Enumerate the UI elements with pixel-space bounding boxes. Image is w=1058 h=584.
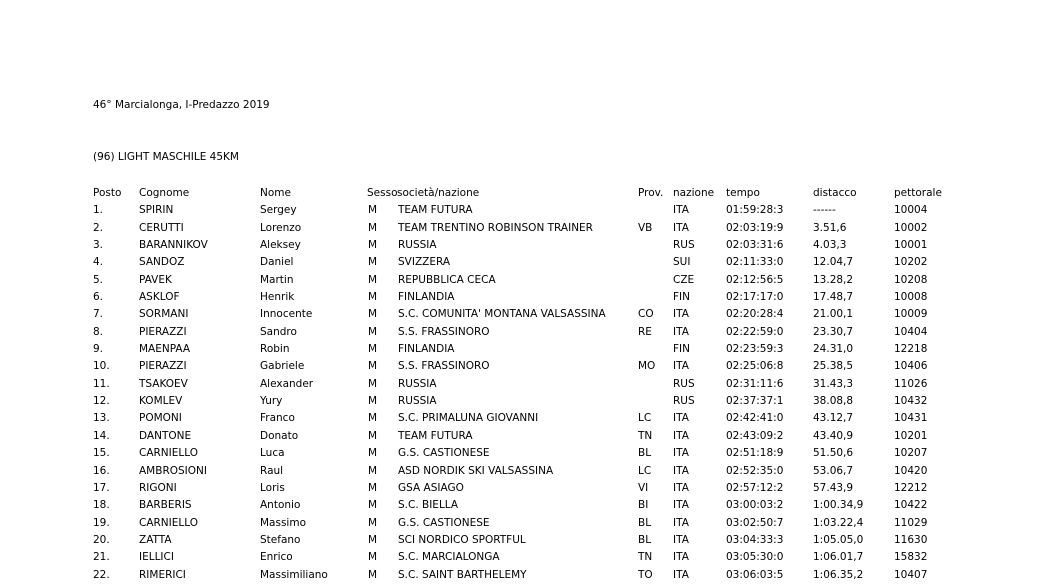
cell-societa: TEAM FUTURA [398,204,473,217]
cell-nazione: ITA [673,429,689,442]
cell-distacco: 12.04,7 [813,256,854,269]
cell-nome: Henrik [260,291,295,304]
cell-pettorale: 10202 [894,256,928,269]
cell-sesso: M [368,325,378,338]
cell-distacco: 53.06,7 [813,464,854,477]
cell-tempo: 02:52:35:0 [726,464,784,477]
cell-pettorale: 10420 [894,464,928,477]
cell-prov: VI [638,481,649,494]
cell-tempo: 02:23:59:3 [726,343,784,356]
cell-tempo: 02:43:09:2 [726,429,784,442]
cell-distacco: 13.28,2 [813,273,854,286]
table-row [93,341,993,358]
cell-sesso: M [368,499,378,512]
cell-sesso: M [368,204,378,217]
cell-distacco: 1:06.01,7 [813,551,864,564]
cell-posto: 7. [93,308,104,321]
header-societa: società/nazione [397,187,480,199]
cell-prov: BI [638,499,649,512]
table-body [93,202,993,584]
cell-distacco: 51.50,6 [813,447,854,460]
cell-societa: G.S. CASTIONESE [398,447,490,460]
cell-posto: 22. [93,568,110,581]
cell-prov: LC [638,412,652,425]
cell-societa: GSA ASIAGO [398,481,464,494]
cell-pettorale: 10407 [894,568,928,581]
cell-distacco: 17.48,7 [813,291,854,304]
cell-cognome: POMONI [139,412,182,425]
cell-pettorale: 10207 [894,447,928,460]
cell-nome: Martin [260,273,294,286]
cell-societa: RUSSIA [398,377,437,390]
cell-pettorale: 10008 [894,291,928,304]
cell-societa: SCI NORDICO SPORTFUL [398,533,526,546]
table-row [93,289,993,306]
cell-sesso: M [368,239,378,252]
cell-cognome: TSAKOEV [139,377,188,390]
cell-cognome: BARBERIS [139,499,192,512]
cell-nome: Luca [260,447,285,460]
cell-prov: TN [638,551,653,564]
cell-nome: Franco [260,412,295,425]
cell-sesso: M [368,343,378,356]
cell-distacco: 24.31,0 [813,343,854,356]
cell-nazione: CZE [673,273,695,286]
cell-cognome: PAVEK [139,273,172,286]
cell-pettorale: 10009 [894,308,928,321]
cell-nazione: RUS [673,239,695,252]
cell-pettorale: 10432 [894,395,928,408]
cell-societa: S.C. PRIMALUNA GIOVANNI [398,412,539,425]
cell-nome: Massimo [260,516,307,529]
cell-tempo: 02:11:33:0 [726,256,784,269]
header-nome: Nome [260,187,291,199]
cell-pettorale: 12218 [894,343,928,356]
cell-distacco: ------ [813,204,836,217]
table-row [93,463,993,480]
cell-societa: TEAM TRENTINO ROBINSON TRAINER [398,221,593,234]
cell-nazione: FIN [673,291,690,304]
cell-tempo: 02:31:11:6 [726,377,784,390]
cell-distacco: 1:03.22,4 [813,516,864,529]
cell-distacco: 1:06.35,2 [813,568,864,581]
cell-cognome: PIERAZZI [139,325,187,338]
cell-societa: RUSSIA [398,239,437,252]
cell-posto: 16. [93,464,110,477]
table-row [93,567,993,584]
cell-posto: 20. [93,533,110,546]
header-cognome: Cognome [139,187,190,199]
table-row [93,532,993,549]
cell-nazione: ITA [673,447,689,460]
cell-societa: S.C. MARCIALONGA [398,551,500,564]
cell-posto: 17. [93,481,110,494]
cell-distacco: 1:05.05,0 [813,533,864,546]
cell-societa: S.S. FRASSINORO [398,360,490,373]
cell-nome: Innocente [260,308,313,321]
cell-tempo: 02:25:06:8 [726,360,784,373]
cell-posto: 5. [93,273,104,286]
cell-nazione: FIN [673,343,690,356]
cell-nazione: SUI [673,256,691,269]
cell-prov: LC [638,464,652,477]
table-row [93,376,993,393]
table-row [93,254,993,271]
category-title: (96) LIGHT MASCHILE 45KM [93,151,239,163]
cell-nome: Raul [260,464,284,477]
table-row [93,445,993,462]
cell-tempo: 03:06:03:5 [726,568,784,581]
cell-prov: BL [638,516,652,529]
cell-nome: Gabriele [260,360,305,373]
cell-societa: SVIZZERA [398,256,451,269]
table-row [93,358,993,375]
cell-nazione: ITA [673,568,689,581]
cell-cognome: IELLICI [139,551,174,564]
cell-nazione: RUS [673,377,695,390]
cell-prov: TN [638,429,653,442]
cell-cognome: PIERAZZI [139,360,187,373]
cell-societa: G.S. CASTIONESE [398,516,490,529]
cell-nome: Massimiliano [260,568,328,581]
cell-sesso: M [368,568,378,581]
cell-nazione: ITA [673,204,689,217]
cell-nazione: RUS [673,395,695,408]
cell-pettorale: 10201 [894,429,928,442]
cell-pettorale: 11026 [894,377,928,390]
cell-sesso: M [368,429,378,442]
cell-tempo: 02:20:28:4 [726,308,784,321]
table-row [93,428,993,445]
cell-nome: Sergey [260,204,297,217]
cell-nome: Sandro [260,325,297,338]
cell-cognome: SORMANI [139,308,189,321]
cell-sesso: M [368,412,378,425]
cell-distacco: 4.03,3 [813,239,847,252]
cell-nazione: ITA [673,325,689,338]
cell-tempo: 03:05:30:0 [726,551,784,564]
cell-societa: TEAM FUTURA [398,429,473,442]
cell-nome: Enrico [260,551,293,564]
table-row [93,480,993,497]
cell-societa: S.C. COMUNITA' MONTANA VALSASSINA [398,308,606,321]
cell-pettorale: 10422 [894,499,928,512]
header-pettorale: pettorale [894,187,942,199]
cell-nome: Antonio [260,499,301,512]
cell-nazione: ITA [673,221,689,234]
cell-societa: FINLANDIA [398,343,455,356]
cell-posto: 10. [93,360,110,373]
cell-sesso: M [368,481,378,494]
cell-nazione: ITA [673,360,689,373]
cell-sesso: M [368,273,378,286]
cell-distacco: 31.43,3 [813,377,854,390]
cell-distacco: 23.30,7 [813,325,854,338]
table-row [93,202,993,219]
cell-posto: 4. [93,256,104,269]
cell-societa: RUSSIA [398,395,437,408]
cell-nazione: ITA [673,499,689,512]
cell-prov: VB [638,221,653,234]
table-row [93,497,993,514]
cell-sesso: M [368,360,378,373]
cell-prov: MO [638,360,656,373]
cell-cognome: CARNIELLO [139,516,198,529]
cell-societa: REPUBBLICA CECA [398,273,496,286]
cell-distacco: 38.08,8 [813,395,854,408]
cell-pettorale: 10431 [894,412,928,425]
cell-cognome: CERUTTI [139,221,184,234]
table-row [93,272,993,289]
table-row [93,515,993,532]
cell-pettorale: 11630 [894,533,928,546]
cell-societa: S.C. BIELLA [398,499,459,512]
cell-societa: S.C. SAINT BARTHELEMY [398,568,527,581]
cell-tempo: 02:51:18:9 [726,447,784,460]
cell-tempo: 02:17:17:0 [726,291,784,304]
cell-nome: Alexander [260,377,314,390]
cell-sesso: M [368,221,378,234]
header-sesso: Sesso [367,187,398,199]
cell-tempo: 02:42:41:0 [726,412,784,425]
cell-sesso: M [368,464,378,477]
cell-posto: 11. [93,377,110,390]
cell-societa: ASD NORDIK SKI VALSASSINA [398,464,554,477]
cell-sesso: M [368,256,378,269]
cell-tempo: 03:04:33:3 [726,533,784,546]
header-nazione: nazione [673,187,715,199]
cell-pettorale: 10208 [894,273,928,286]
cell-cognome: KOMLEV [139,395,183,408]
cell-prov: CO [638,308,654,321]
header-prov: Prov. [638,187,664,199]
cell-pettorale: 10406 [894,360,928,373]
cell-nome: Stefano [260,533,301,546]
cell-cognome: ZATTA [139,533,172,546]
cell-nazione: ITA [673,516,689,529]
cell-prov: BL [638,447,652,460]
cell-sesso: M [368,533,378,546]
cell-cognome: AMBROSIONI [139,464,207,477]
cell-posto: 9. [93,343,104,356]
cell-distacco: 43.12,7 [813,412,854,425]
table-header-row [93,185,993,202]
cell-distacco: 21.00,1 [813,308,854,321]
cell-nazione: ITA [673,533,689,546]
cell-prov: BL [638,533,652,546]
cell-nome: Loris [260,481,285,494]
cell-sesso: M [368,291,378,304]
cell-posto: 2. [93,221,104,234]
table-row [93,306,993,323]
cell-tempo: 01:59:28:3 [726,204,784,217]
cell-posto: 6. [93,291,104,304]
header-posto: Posto [93,187,122,199]
cell-prov: RE [638,325,652,338]
cell-cognome: SANDOZ [139,256,185,269]
results-table [93,185,993,584]
table-row [93,410,993,427]
cell-nome: Robin [260,343,290,356]
cell-tempo: 02:03:19:9 [726,221,784,234]
cell-posto: 18. [93,499,110,512]
cell-nome: Yury [260,395,283,408]
cell-nome: Aleksey [260,239,301,252]
cell-distacco: 57.43,9 [813,481,854,494]
cell-nome: Daniel [260,256,294,269]
cell-posto: 15. [93,447,110,460]
cell-nazione: ITA [673,308,689,321]
cell-pettorale: 11029 [894,516,928,529]
cell-posto: 19. [93,516,110,529]
cell-cognome: DANTONE [139,429,192,442]
cell-nazione: ITA [673,412,689,425]
cell-pettorale: 10002 [894,221,928,234]
cell-cognome: BARANNIKOV [139,239,208,252]
cell-nazione: ITA [673,481,689,494]
cell-cognome: CARNIELLO [139,447,198,460]
document-title: 46° Marcialonga, I-Predazzo 2019 [93,99,270,111]
table-row [93,549,993,566]
cell-cognome: SPIRIN [139,204,174,217]
cell-societa: FINLANDIA [398,291,455,304]
cell-sesso: M [368,516,378,529]
cell-cognome: RIMERICI [139,568,186,581]
cell-sesso: M [368,395,378,408]
cell-posto: 14. [93,429,110,442]
cell-nome: Donato [260,429,299,442]
cell-distacco: 25.38,5 [813,360,854,373]
cell-nazione: ITA [673,551,689,564]
cell-tempo: 03:00:03:2 [726,499,784,512]
cell-pettorale: 10004 [894,204,928,217]
cell-cognome: MAENPAA [139,343,191,356]
cell-prov: TO [638,568,653,581]
cell-sesso: M [368,447,378,460]
cell-posto: 12. [93,395,110,408]
cell-sesso: M [368,308,378,321]
cell-pettorale: 10404 [894,325,928,338]
cell-distacco: 43.40,9 [813,429,854,442]
cell-posto: 13. [93,412,110,425]
cell-distacco: 1:00.34,9 [813,499,864,512]
header-distacco: distacco [813,187,857,199]
header-tempo: tempo [726,187,760,199]
cell-cognome: RIGONI [139,481,177,494]
cell-sesso: M [368,377,378,390]
cell-pettorale: 12212 [894,481,928,494]
cell-tempo: 02:22:59:0 [726,325,784,338]
cell-tempo: 03:02:50:7 [726,516,784,529]
cell-tempo: 02:12:56:5 [726,273,784,286]
cell-distacco: 3.51,6 [813,221,847,234]
cell-tempo: 02:03:31:6 [726,239,784,252]
cell-nome: Lorenzo [260,221,302,234]
cell-posto: 1. [93,204,104,217]
cell-posto: 21. [93,551,110,564]
table-row [93,324,993,341]
cell-nazione: ITA [673,464,689,477]
cell-societa: S.S. FRASSINORO [398,325,490,338]
cell-cognome: ASKLOF [139,291,180,304]
table-row [93,237,993,254]
cell-posto: 8. [93,325,104,338]
cell-sesso: M [368,551,378,564]
cell-pettorale: 10001 [894,239,928,252]
cell-tempo: 02:57:12:2 [726,481,784,494]
table-row [93,393,993,410]
cell-tempo: 02:37:37:1 [726,395,784,408]
cell-pettorale: 15832 [894,551,928,564]
cell-posto: 3. [93,239,104,252]
table-row [93,220,993,237]
